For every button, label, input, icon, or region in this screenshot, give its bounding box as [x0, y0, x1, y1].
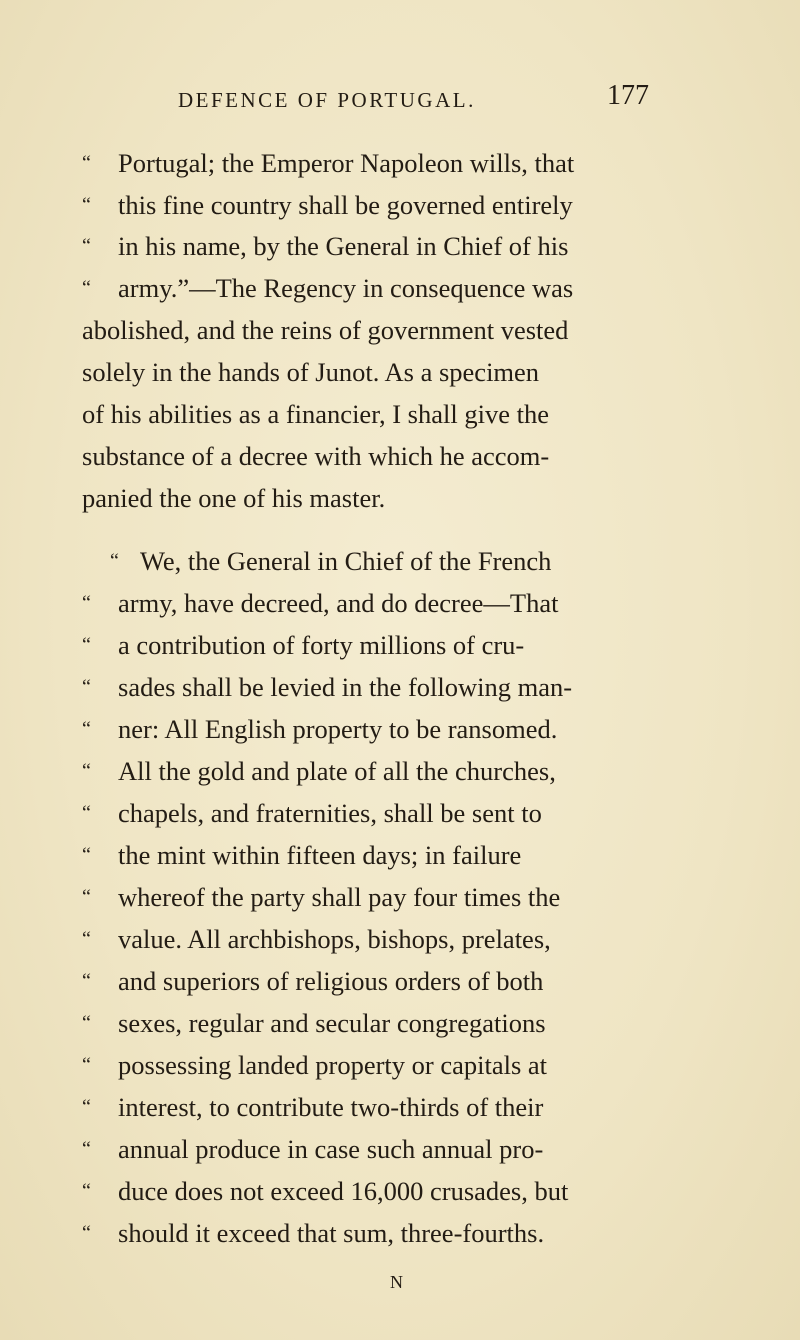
- text-line: [0, 310, 800, 350]
- quote-mark: “: [82, 1138, 91, 1160]
- line-text: substance of a decree with which he accom-: [82, 441, 550, 471]
- quote-mark: “: [82, 928, 91, 950]
- text-line: [0, 1045, 800, 1085]
- quote-mark: “: [82, 1096, 91, 1118]
- quote-mark: “: [82, 194, 91, 216]
- quote-mark: “: [82, 760, 91, 782]
- line-text: ner: All English property to be ransomed.: [118, 714, 558, 744]
- text-line: [0, 1171, 800, 1211]
- quote-mark: “: [82, 152, 91, 174]
- text-line: [0, 583, 800, 623]
- line-text: sexes, regular and secular congregations: [118, 1008, 546, 1038]
- line-text: a contribution of forty millions of cru-: [118, 630, 525, 660]
- line-text: and superiors of religious orders of both: [118, 966, 544, 996]
- quote-mark: “: [82, 277, 91, 299]
- quote-mark: “: [82, 592, 91, 614]
- text-line: [0, 1213, 800, 1253]
- line-text: this fine country shall be governed entirely: [118, 190, 573, 220]
- line-text: possessing landed property or capitals at: [118, 1050, 548, 1080]
- quote-mark: “: [82, 1180, 91, 1202]
- line-text: Portugal; the Emperor Napoleon wills, that: [118, 148, 575, 178]
- quote-mark: “: [82, 844, 91, 866]
- line-text: chapels, and fraternities, shall be sent to: [118, 798, 542, 828]
- line-text: in his name, by the General in Chief of his: [118, 231, 569, 261]
- quote-mark: “: [82, 235, 91, 257]
- quote-mark: “: [82, 718, 91, 740]
- line-text: All the gold and plate of all the churches,: [118, 756, 556, 786]
- line-text: the mint within fifteen days; in failure: [118, 840, 522, 870]
- quote-mark: “: [82, 1222, 91, 1244]
- line-text: solely in the hands of Junot. As a specimen: [82, 357, 540, 387]
- line-text: interest, to contribute two-thirds of their: [118, 1092, 544, 1122]
- line-text: sades shall be levied in the following man-: [118, 672, 573, 702]
- quote-mark: “: [82, 970, 91, 992]
- quote-mark: “: [82, 634, 91, 656]
- text-line: [0, 478, 800, 518]
- line-text: army, have decreed, and do decree—That: [118, 588, 559, 618]
- text-line: [0, 226, 800, 266]
- text-line: [0, 1129, 800, 1169]
- text-line: [0, 751, 800, 791]
- text-line: [0, 625, 800, 665]
- running-title: DEFENCE OF PORTUGAL.: [178, 88, 476, 112]
- signature-mark: N: [390, 1272, 403, 1292]
- text-line: [0, 709, 800, 749]
- text-line: [0, 793, 800, 833]
- line-text: duce does not exceed 16,000 crusades, but: [118, 1176, 569, 1206]
- text-line: [0, 541, 800, 581]
- text-line: [0, 919, 800, 959]
- text-line: [0, 835, 800, 875]
- text-line: [0, 667, 800, 707]
- line-text: panied the one of his master.: [82, 483, 386, 513]
- text-line: [0, 877, 800, 917]
- text-line: [0, 352, 800, 392]
- line-text: We, the General in Chief of the French: [140, 546, 552, 576]
- page-number: 177: [607, 80, 649, 111]
- quote-mark: “: [82, 1012, 91, 1034]
- quote-mark: “: [82, 1054, 91, 1076]
- quote-mark: “: [82, 802, 91, 824]
- quote-mark: “: [110, 550, 119, 572]
- text-line: [0, 1087, 800, 1127]
- line-text: value. All archbishops, bishops, prelates,: [118, 924, 551, 954]
- text-line: [0, 268, 800, 308]
- quote-mark: “: [82, 676, 91, 698]
- text-line: [0, 961, 800, 1001]
- text-line: [0, 394, 800, 434]
- line-text: whereof the party shall pay four times the: [118, 882, 561, 912]
- running-head: [0, 80, 800, 120]
- text-line: [0, 143, 800, 183]
- line-text: annual produce in case such annual pro-: [118, 1134, 544, 1164]
- text-line: [0, 436, 800, 476]
- quote-mark: “: [82, 886, 91, 908]
- text-line: [0, 1003, 800, 1043]
- line-text: abolished, and the reins of government vested: [82, 315, 569, 345]
- line-text: army.”—The Regency in consequence was: [118, 273, 574, 303]
- line-text: should it exceed that sum, three-fourths.: [118, 1218, 545, 1248]
- line-text: of his abilities as a financier, I shall give the: [82, 399, 549, 429]
- text-line: [0, 185, 800, 225]
